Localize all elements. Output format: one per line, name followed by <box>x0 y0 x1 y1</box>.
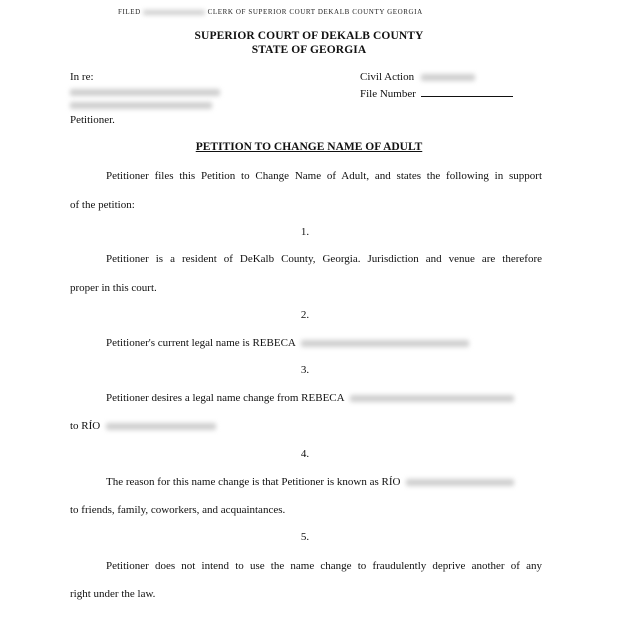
in-re-label: In re: <box>70 71 94 83</box>
paragraph-3-line-1 <box>106 392 514 404</box>
redacted-current-name <box>301 340 469 347</box>
paragraph-5-line-2: right under the law. <box>70 588 156 600</box>
paragraph-3-text: Petitioner desires a legal name change from REBECA <box>106 392 344 404</box>
paragraph-number-2: 2. <box>300 309 310 321</box>
paragraph-3-new-name: to RÍO <box>70 420 101 432</box>
file-number-line <box>360 86 513 100</box>
paragraph-5-line-1: Petitioner does not intend to use the name change to fraudulently deprive another of any <box>106 560 542 572</box>
filing-stamp <box>118 8 423 16</box>
intro-line-2: of the petition: <box>70 199 135 211</box>
redacted-filing-date <box>143 10 205 15</box>
petitioner-label: Petitioner. <box>70 114 115 126</box>
paragraph-1-line-2: proper in this court. <box>70 282 157 294</box>
filed-label: FILED <box>118 8 141 16</box>
paragraph-number-3: 3. <box>300 364 310 376</box>
file-number-blank <box>421 86 513 97</box>
clerk-text: CLERK OF SUPERIOR COURT DEKALB COUNTY GEORGIA <box>207 8 423 16</box>
redacted-case-number <box>421 74 475 81</box>
intro-line-1: Petitioner files this Petition to Change Name of Adult, and states the following in support <box>106 170 542 182</box>
civil-action-line <box>360 71 475 83</box>
paragraph-4-line-1 <box>106 476 514 488</box>
paragraph-3-line-2 <box>70 420 216 432</box>
civil-action-label: Civil Action <box>360 71 415 83</box>
paragraph-number-5: 5. <box>300 531 310 543</box>
paragraph-number-4: 4. <box>300 448 310 460</box>
paragraph-2-text: Petitioner's current legal name is REBECA <box>106 337 296 349</box>
paragraph-4-line-2: to friends, family, coworkers, and acquaintances. <box>70 504 286 516</box>
document-title: PETITION TO CHANGE NAME OF ADULT <box>195 141 423 153</box>
paragraph-number-1: 1. <box>300 226 310 238</box>
paragraph-4-text: The reason for this name change is that Petitioner is known as RÍO <box>106 476 401 488</box>
paragraph-2-line <box>106 337 469 349</box>
court-state: STATE OF GEORGIA <box>251 44 367 56</box>
redacted-new-name <box>106 423 216 430</box>
court-name: SUPERIOR COURT OF DEKALB COUNTY <box>194 30 424 42</box>
redacted-old-name <box>350 395 514 402</box>
paragraph-1-line-1: Petitioner is a resident of DeKalb County, Georgia. Jurisdiction and venue are therefore <box>106 253 542 265</box>
redacted-petitioner-alias <box>70 99 212 111</box>
redacted-known-name <box>406 479 514 486</box>
redacted-petitioner-name <box>70 86 220 98</box>
file-number-label: File Number <box>360 88 416 100</box>
